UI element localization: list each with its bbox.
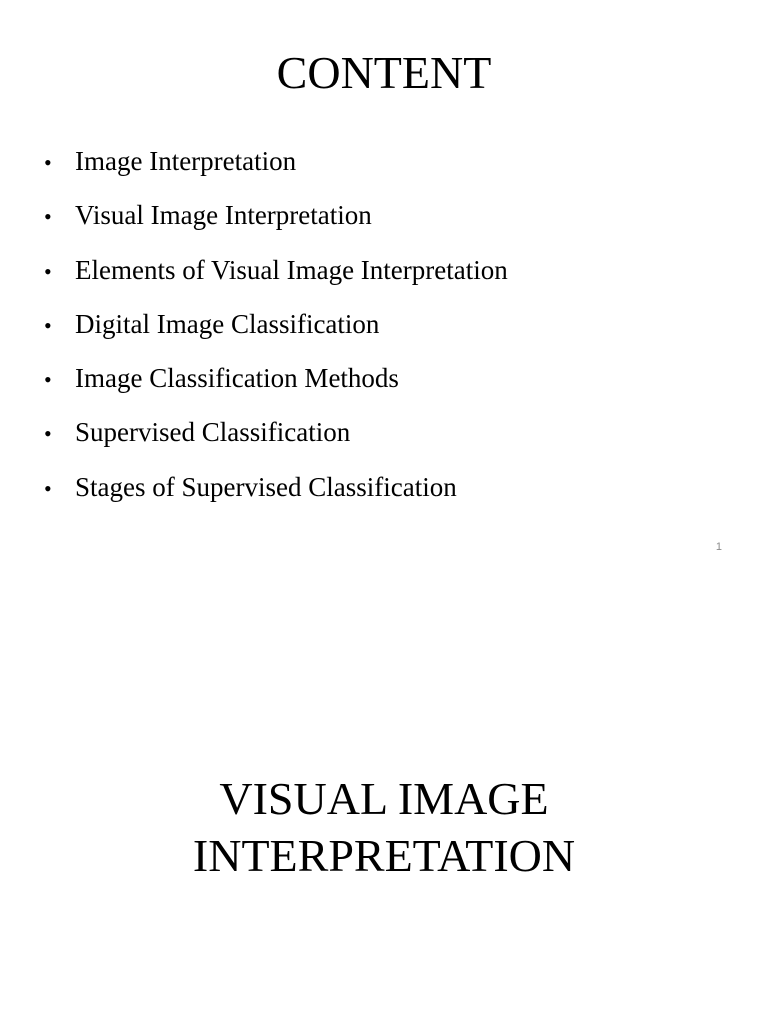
list-item [44, 189, 508, 243]
list-item-text: Visual Image Interpretation [75, 200, 372, 231]
bullet-icon: • [44, 367, 52, 393]
bullet-icon: • [44, 150, 52, 175]
list-item [44, 244, 508, 298]
slide-title [0, 770, 768, 884]
bullet-icon: • [44, 421, 52, 447]
list-item [44, 298, 508, 352]
bullet-icon: • [44, 475, 52, 501]
list-item-text: Image Interpretation [75, 146, 297, 176]
list-item-text: Image Classification Methods [75, 363, 399, 394]
bullet-icon: • [44, 204, 52, 230]
list-item [44, 135, 508, 189]
list-item-text: Elements of Visual Image Interpretation [75, 254, 508, 285]
slide-title: CONTENT [276, 47, 492, 98]
bullet-icon: • [44, 258, 52, 284]
bullet-icon: • [44, 312, 52, 338]
title-slide [0, 576, 768, 1024]
list-item-text: Supervised Classification [75, 417, 351, 448]
list-item [44, 352, 508, 406]
content-bullet-list [44, 135, 508, 515]
slide-title-line-2: INTERPRETATION [192, 830, 576, 881]
slide-title-line-1: VISUAL IMAGE [219, 773, 549, 824]
list-item [44, 461, 508, 515]
list-item [44, 406, 508, 460]
list-item-text: Stages of Supervised Classification [75, 471, 457, 502]
list-item-text: Digital Image Classification [75, 308, 380, 339]
page-number: 1 [715, 541, 722, 553]
